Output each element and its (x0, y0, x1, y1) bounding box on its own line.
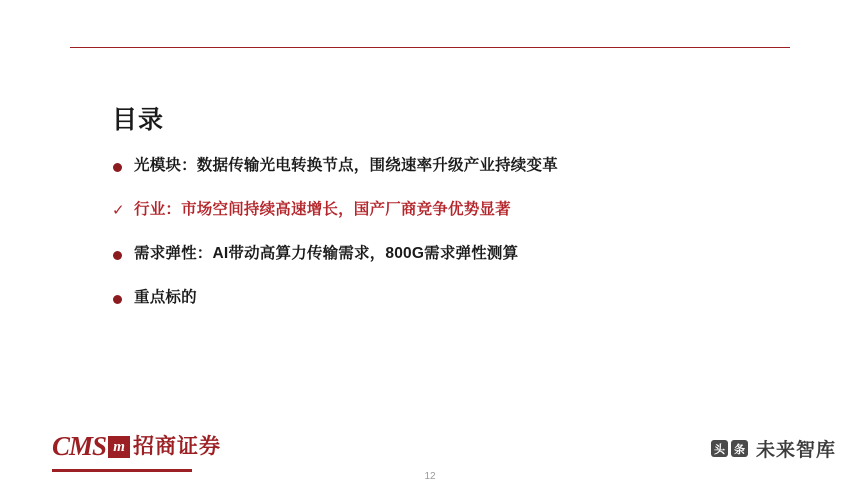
bullet-dot-icon (112, 287, 134, 311)
bullet-dot-icon (112, 155, 134, 179)
watermark-badge-right: 条 (731, 440, 748, 457)
list-item[interactable] (112, 155, 772, 179)
list-item[interactable] (112, 199, 772, 223)
logo-badge-icon: m (108, 436, 130, 458)
logo-abbrev: CMS (52, 430, 107, 461)
list-item-label: 需求弹性：AI带动高算力传输需求，800G需求弹性测算 (134, 245, 519, 262)
check-mark-icon: ✓ (112, 201, 125, 219)
list-item-label: 重点标的 (134, 289, 197, 306)
logo-company-name: 招商证券 (133, 434, 222, 458)
list-item[interactable] (112, 287, 772, 311)
company-logo (52, 426, 221, 466)
watermark-badge-left: 头 (711, 440, 728, 457)
bullet-dot-icon (112, 243, 134, 267)
header-divider (70, 47, 790, 48)
list-item-label: 行业：市场空间持续高速增长，国产厂商竞争优势显著 (134, 201, 511, 218)
watermark-label: 未来智库 (755, 440, 836, 461)
list-item[interactable] (112, 243, 772, 267)
toutiao-icon (711, 440, 748, 457)
list-item-label: 光模块：数据传输光电转换节点，围绕速率升级产业持续变革 (134, 157, 558, 174)
table-of-contents (112, 155, 772, 331)
page-title: 目录 (112, 106, 165, 134)
page-number: 12 (424, 471, 436, 482)
watermark (711, 435, 836, 462)
